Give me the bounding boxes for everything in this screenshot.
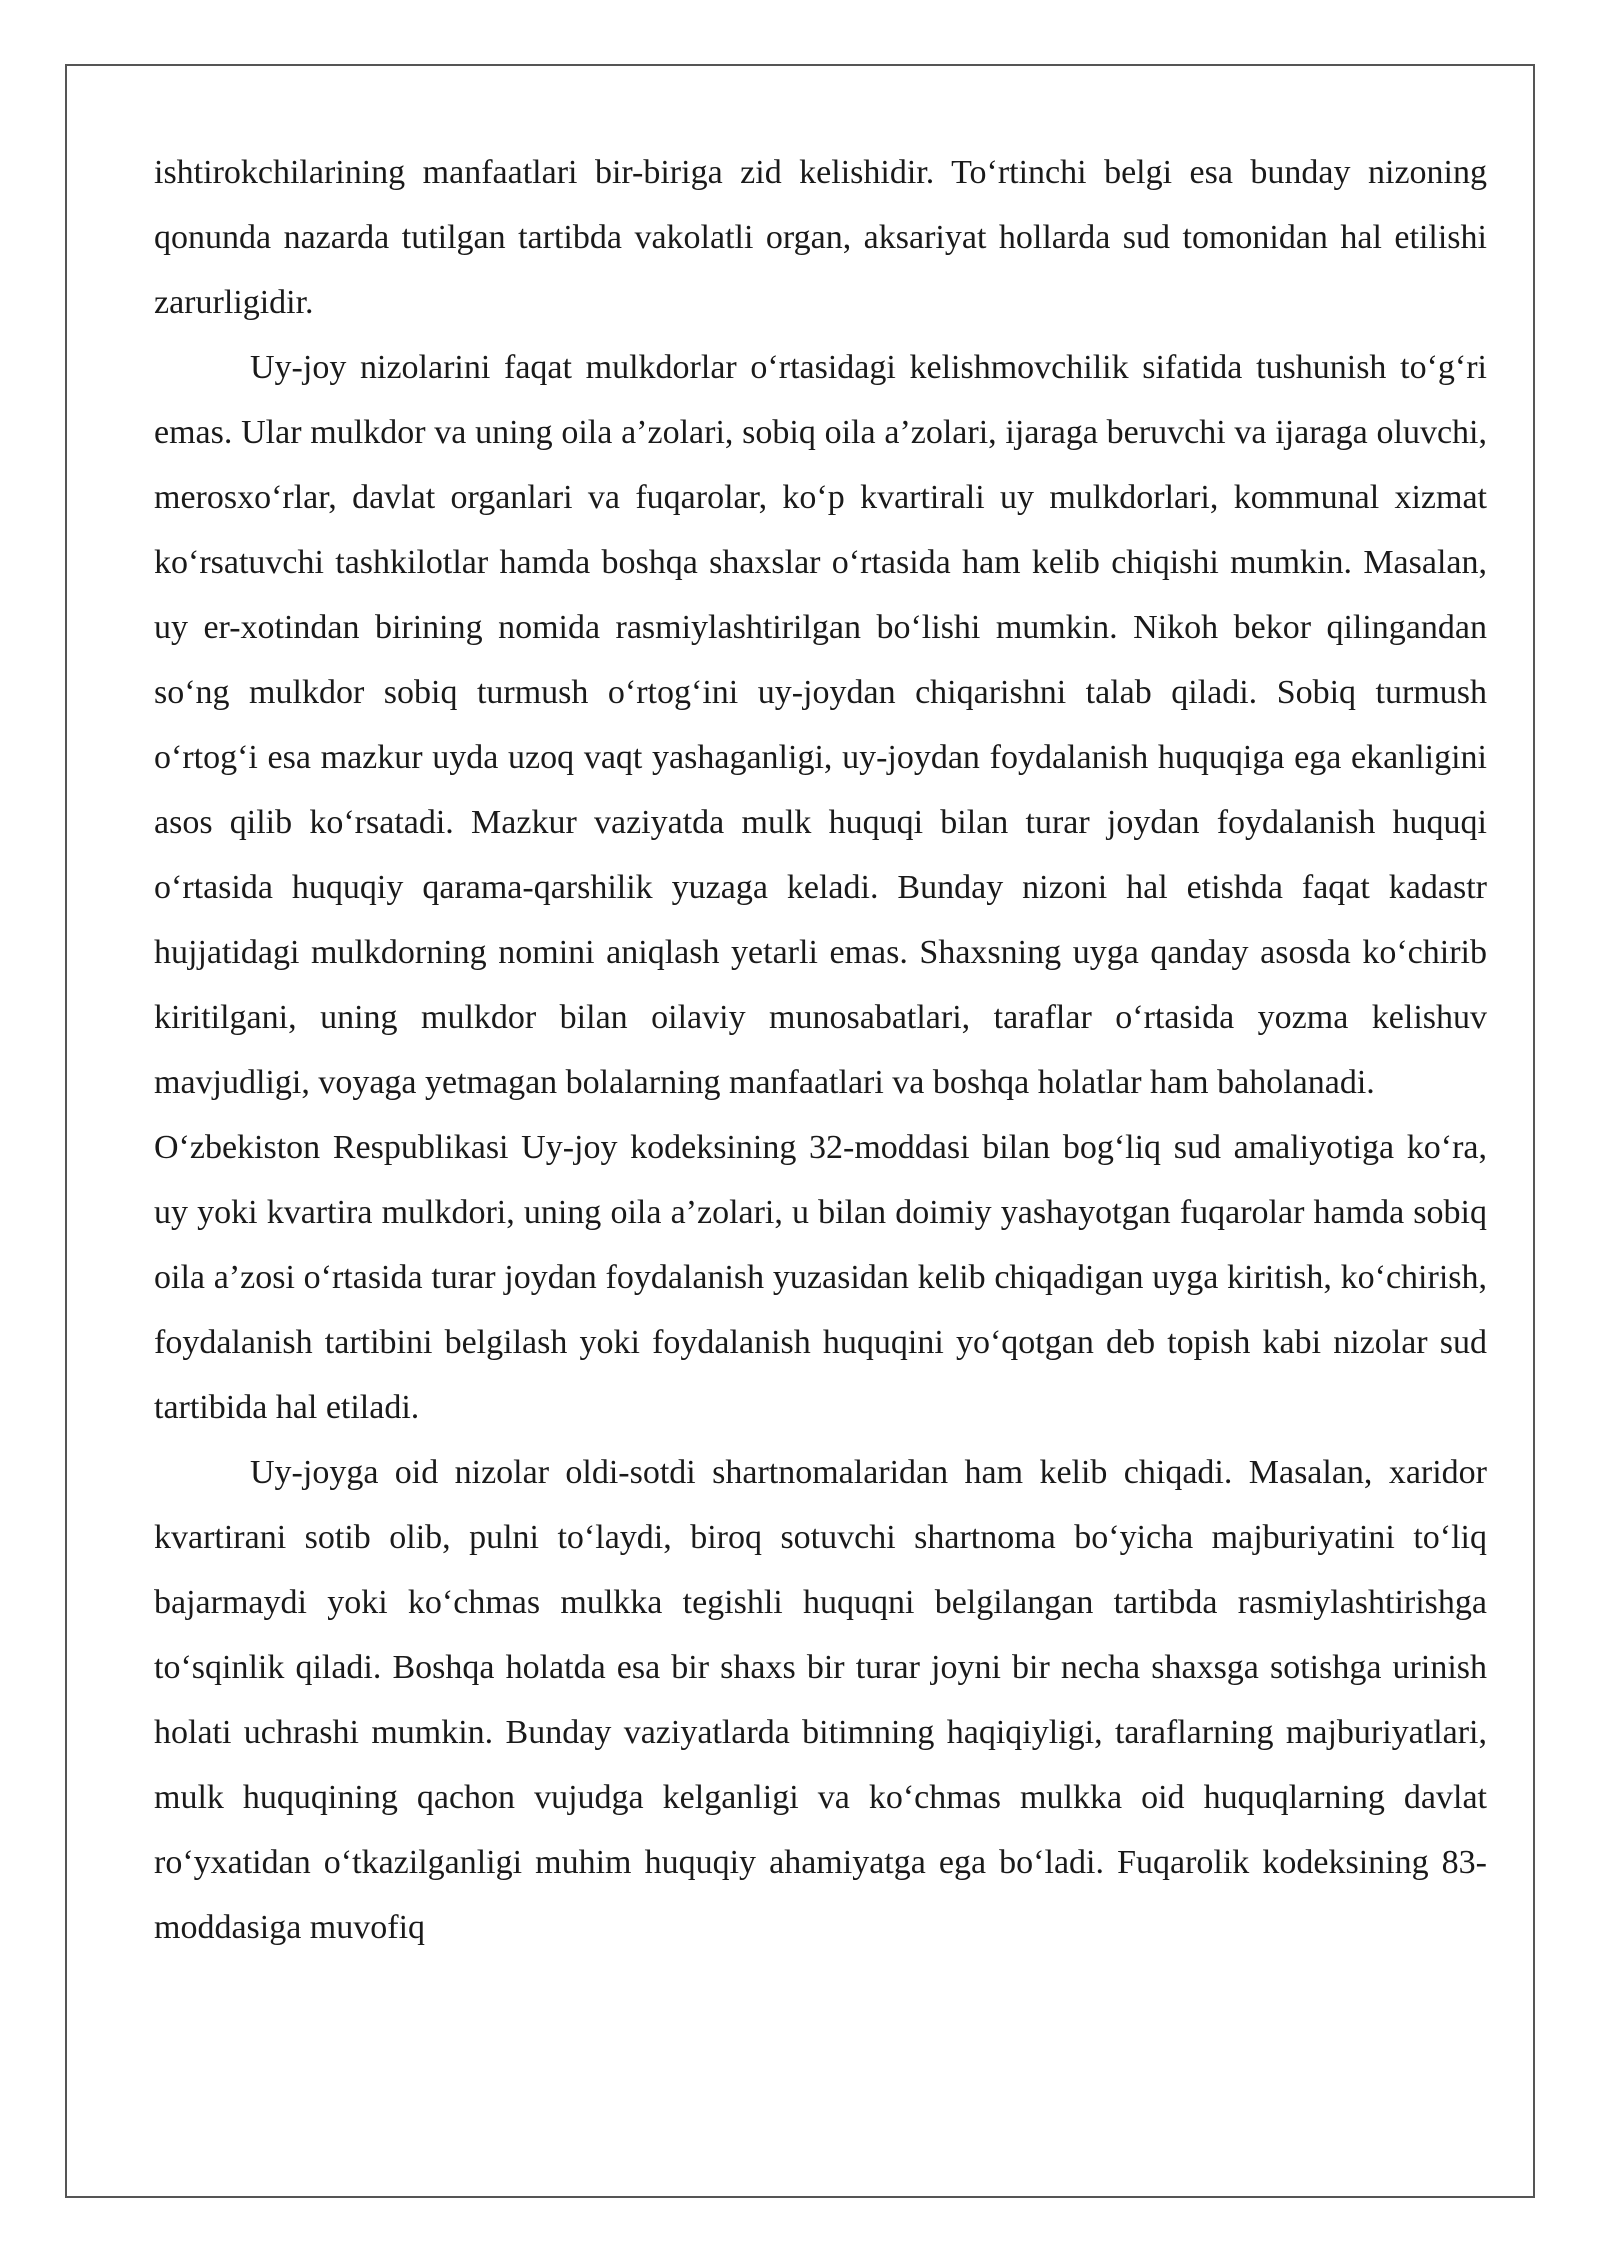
paragraph-1: ishtirokchilarining manfaatlari bir-biriga zid kelishidir. To‘rtinchi belgi esa bunday nizoning qonunda nazarda tutilgan tartibda vakolatli organ, aksariyat hollarda sud tomonidan hal etilishi zarurligidir. <box>154 154 1487 321</box>
paragraph-3: O‘zbekiston Respublikasi Uy-joy kodeksining 32-moddasi bilan bog‘liq sud amaliyotiga ko‘ra, uy yoki kvartira mulkdori, uning oila a’zolari, u bilan doimiy yashayotgan fuqarolar hamda sobiq oila a’zosi o‘rtasida turar joydan foydalanish yuzasidan kelib chiqadigan uyga kiritish, ko‘chirish, foydalanish tartibini belgilash yoki foydalanish huquqini yo‘qotgan deb topish kabi nizolar sud tartibida hal etiladi. <box>154 1129 1487 1426</box>
document-body <box>154 140 1487 1960</box>
paragraph-4: Uy-joyga oid nizolar oldi-sotdi shartnomalaridan ham kelib chiqadi. Masalan, xaridor kvartirani sotib olib, pulni to‘laydi, biroq sotuvchi shartnoma bo‘yicha majburiyatini to‘liq bajarmaydi yoki ko‘chmas mulkka tegishli huquqni belgilangan tartibda rasmiylashtirishga to‘sqinlik qiladi. Boshqa holatda esa bir shaxs bir turar joyni bir necha shaxsga sotishga urinish holati uchrashi mumkin. Bunday vaziyatlarda bitimning haqiqiyligi, taraflarning majburiyatlari, mulk huquqining qachon vujudga kelganligi va ko‘chmas mulkka oid huquqlarning davlat ro‘yxatidan o‘tkazilganligi muhim huquqiy ahamiyatga ega bo‘ladi. Fuqarolik kodeksining 83-moddasiga muvofiq <box>154 1454 1487 1946</box>
paragraph-2: Uy-joy nizolarini faqat mulkdorlar o‘rtasidagi kelishmovchilik sifatida tushunish to‘g‘ri emas. Ular mulkdor va uning oila a’zolari, sobiq oila a’zolari, ijaraga beruvchi va ijaraga oluvchi, merosxo‘rlar, davlat organlari va fuqarolar, ko‘p kvartirali uy mulkdorlari, kommunal xizmat ko‘rsatuvchi tashkilotlar hamda boshqa shaxslar o‘rtasida ham kelib chiqishi mumkin. Masalan, uy er-xotindan birining nomida rasmiylashtirilgan bo‘lishi mumkin. Nikoh bekor qilingandan so‘ng mulkdor sobiq turmush o‘rtog‘ini uy-joydan chiqarishni talab qiladi. Sobiq turmush o‘rtog‘i esa mazkur uyda uzoq vaqt yashaganligi, uy-joydan foydalanish huquqiga ega ekanligini asos qilib ko‘rsatadi. Mazkur vaziyatda mulk huquqi bilan turar joydan foydalanish huquqi o‘rtasida huquqiy qarama-qarshilik yuzaga keladi. Bunday nizoni hal etishda faqat kadastr hujjatidagi mulkdorning nomini aniqlash yetarli emas. Shaxsning uyga qanday asosda ko‘chirib kiritilgani, uning mulkdor bilan oilaviy munosabatlari, taraflar o‘rtasida yozma kelishuv mavjudligi, voyaga yetmagan bolalarning manfaatlari va boshqa holatlar ham baholanadi. <box>154 349 1487 1101</box>
